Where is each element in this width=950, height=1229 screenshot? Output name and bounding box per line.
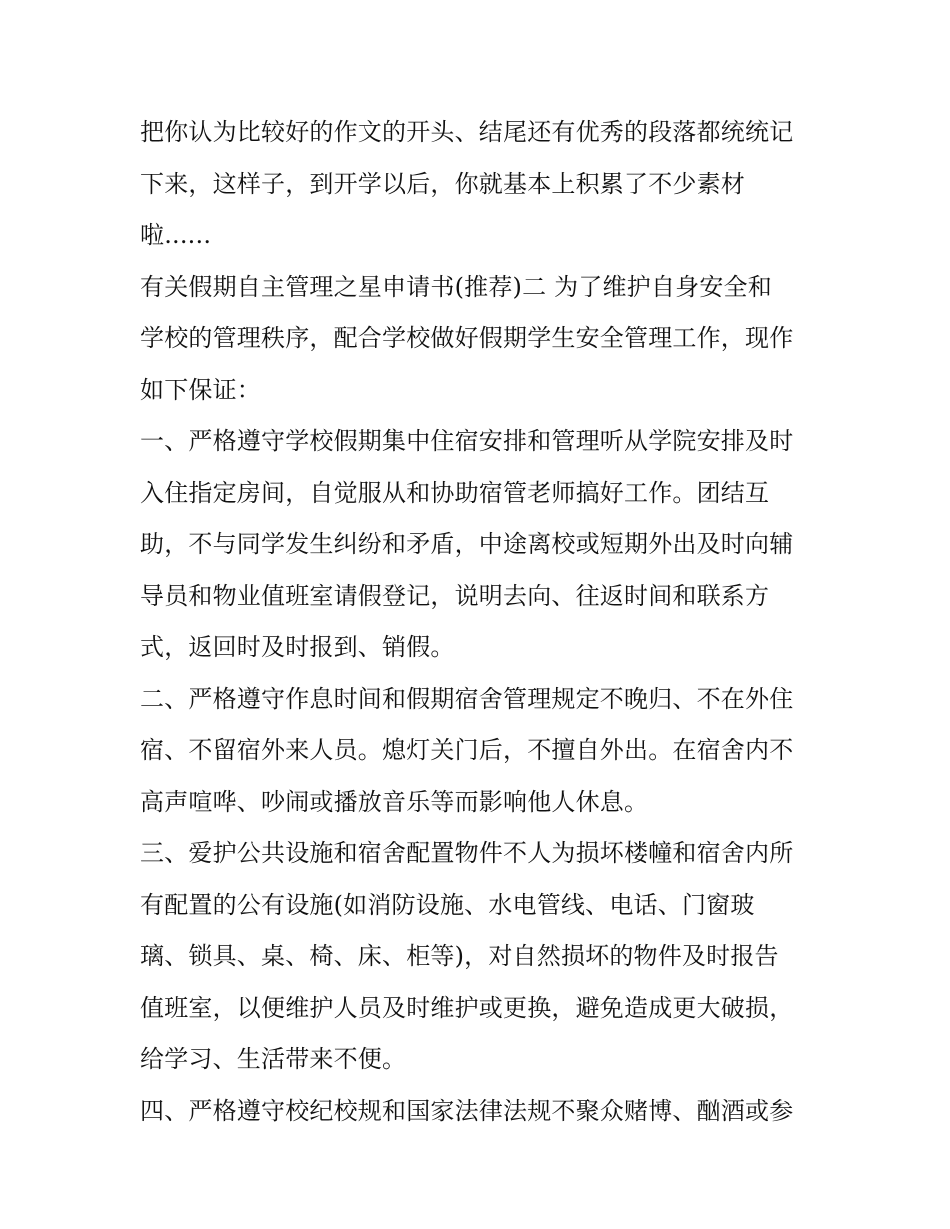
text-line: 式，返回时及时报到、销假。 xyxy=(140,633,455,661)
text-line: 啦...... xyxy=(140,221,212,249)
text-line: 宿、不留宿外来人员。熄灯关门后，不擅自外出。在宿舍内不 xyxy=(140,736,794,764)
text-line: 学校的管理秩序，配合学校做好假期学生安全管理工作，现作 xyxy=(140,324,794,352)
text-line: 下来，这样子，到开学以后，你就基本上积累了不少素材 xyxy=(140,169,745,198)
text-line: 四、严格遵守校纪校规和国家法律法规不聚众赌博、酗酒或参 xyxy=(140,1096,794,1125)
text-line: 给学习、生活带来不便。 xyxy=(140,1045,407,1073)
text-line: 入住指定房间，自觉服从和协助宿管老师搞好工作。团结互 xyxy=(140,478,770,507)
text-line: 导员和物业值班室请假登记，说明去向、往返时间和联系方 xyxy=(140,581,770,610)
text-line: 二、严格遵守作息时间和假期宿舍管理规定不晚归、不在外住 xyxy=(140,684,794,713)
text-line: 助，不与同学发生纠纷和矛盾，中途离校或短期外出及时向辅 xyxy=(140,530,794,558)
text-line: 璃、锁具、桌、椅、床、柜等)，对自然损坏的物件及时报告 xyxy=(140,942,779,970)
text-line: 有配置的公有设施(如消防设施、水电管线、电话、门窗玻 xyxy=(140,890,755,919)
text-line: 值班室，以便维护人员及时维护或更换，避免造成更大破损， xyxy=(140,993,794,1022)
text-line: 三、爱护公共设施和宿舍配置物件不人为损坏楼幢和宿舍内所 xyxy=(140,839,794,867)
text-line: 如下保证： xyxy=(140,375,261,404)
text-line: 把你认为比较好的作文的开头、结尾还有优秀的段落都统统记 xyxy=(140,118,794,146)
text-line: 一、严格遵守学校假期集中住宿安排和管理听从学院安排及时 xyxy=(140,427,794,455)
document-body xyxy=(140,107,820,1137)
text-line: 高声喧哗、吵闹或播放音乐等而影响他人休息。 xyxy=(140,787,649,816)
text-line: 有关假期自主管理之星申请书(推荐)二 为了维护自身安全和 xyxy=(140,272,772,301)
